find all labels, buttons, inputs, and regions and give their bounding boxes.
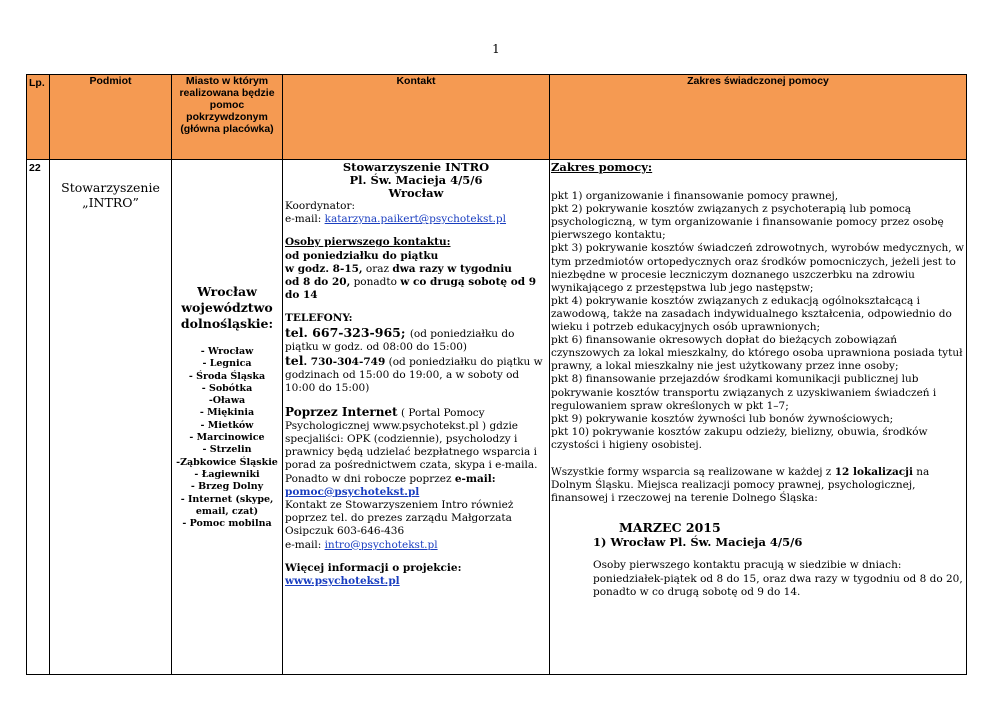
list-item: - Miękinia [199,407,255,419]
list-item: -Oława [208,395,246,407]
podmiot-name-quoted: „INTRO” [82,195,139,210]
list-item: email, czat) [195,505,259,517]
list-item: pkt 2) pokrywanie kosztów związanych z psychoterapią lub pomocą psychologiczną, w tym organizowanie i finansowanie pomocy przez osobę pierwszego kontaktu; [551,203,944,242]
kontakt-text: Kontakt ze Stowarzyszeniem Intro również poprzez tel. do prezes zarządu Małgorzata Osipczuk 603-646-436 [285,499,514,538]
locations-list [172,346,282,530]
email-label: e-mail: [285,213,325,226]
table-row [27,160,967,675]
zakres-cell [550,160,967,675]
kontakt-cell: Stowarzyszenie INTRO Pl. Św. Macieja 4/5/6 Wrocław Koordynator: e-mail: katarzyna.paikert@psychotekst.pl Osoby pierwszego kontaktu: od poniedziałku do piątku w godz. 8-15, oraz dwa razy w tygodniu od 8 do 20, ponadto w co drugą sobotę od 9 do 14 TELEFONY: tel. 667-323-965; (od poniedziałku do piątku w godz. od 08:00 do 15:00) tel. 730-304-749 (od poniedziałku do piątku w godzinach od 15:00 do 19:00, a w soboty od 10:00 do 15:00) Poprzez Internet ( Portal Pomocy Psychologicznej www.psychotekst.pl ) gdzie specjaliści: OPK (codziennie), psycholodzy i prawnicy będą udzielać bezpłatnego wsparcia i porad za pośrednictwem czata, skypa i e-maila. Ponadto w dni robocze poprzez e-mail: pomoc@psychotekst.pl Kontakt ze Stowarzyszeniem Intro również poprzez tel. do prezes zarządu Małgorzata Osipczuk 603-646-436 e-mail: intro@psychotekst.pl Więcej informacji o projekcie: www.psychotekst.pl [283,160,550,675]
miasto-main: Wrocław [197,284,257,299]
osoby-text: Osoby pierwszego kontaktu pracują w siedzibie w dniach: poniedziałek-piątek od 8 do 15, oraz dwa razy w tygodniu od 8 do 20, ponadto w co drugą sobotę od 9 do 14. [593,559,963,598]
org-address: Pl. Św. Macieja 4/5/6 [349,173,483,187]
list-item: pkt 4) pokrywanie kosztów związanych z edukacją ogólnokształcącą i zawodową, także na zasadach indywidualnego kształcenia, odpowiednio do wieku i potrzeb edukacyjnych osób uprawnionych; [551,294,952,334]
list-item: pkt 9) pokrywanie kosztów żywności lub bonów żywnościowych; [551,412,894,425]
list-item: - Środa Śląska [188,370,266,382]
list-item: -Ząbkowice Śląskie [176,456,278,468]
more-info-label: Więcej informacji o projekcie: [285,561,462,574]
miasto-region: województwo [181,300,273,315]
header-podmiot: Podmiot [50,75,172,160]
coordinator-email-link[interactable]: katarzyna.paikert@psychotekst.pl [324,213,507,226]
providers-table [26,74,967,675]
list-item: - Marcinowice [189,432,265,444]
table-header-row [27,75,967,160]
osoby-days: od poniedziałku do piątku [285,249,439,262]
website-link[interactable]: www.psychotekst.pl [285,575,400,588]
zakres-title: Zakres pomocy: [551,160,653,174]
header-miasto: Miasto w którym realizowana będzie pomoc pokrzywdzonym (główna placówka) [172,75,283,160]
help-email-link[interactable]: pomoc@psychotekst.pl [285,485,420,498]
list-item: - Pomoc mobilna [182,518,272,530]
header-zakres: Zakres świadczonej pomocy [550,75,967,160]
header-kontakt: Kontakt [283,75,550,160]
podmiot-cell [50,160,172,675]
org-name: Stowarzyszenie INTRO [342,160,490,174]
org-city: Wrocław [388,186,444,200]
miasto-cell [172,160,283,675]
list-item: pkt 6) finansowanie okresowych dopłat do bieżących zobowiązań czynszowych za lokal mieszkalny, do którego osoba uprawniona posiada tytuł prawny, a lokal mieszkalny nie jest użytkowany przez inne osoby; [551,334,963,373]
koordynator-label: Koordynator: [285,200,355,212]
list-item: pkt 3) pokrywanie kosztów świadczeń zdrowotnych, wyrobów medycznych, w tym przedmiotów ortopedycznych oraz środków pomocniczych, jeżeli jest to niezbędne w procesie leczniczym doznanego uszczerbku na zdrowiu wynikającego z przestępstwa lub jego następstw; [551,242,964,294]
header-lp: Lp. [27,75,50,160]
month-heading: MARZEC 2015 [619,520,721,536]
list-item: - Strzelin [202,444,252,456]
list-item: - Legnica [202,358,252,370]
intro-email-link[interactable]: intro@psychotekst.pl [324,538,438,551]
list-item: - Mietków [200,419,254,431]
osoby-header: Osoby pierwszego kontaktu: [285,236,451,249]
row-lp: 22 [27,160,50,675]
list-item: pkt 1) organizowanie i finansowanie pomocy prawnej, [551,190,839,203]
miasto-region-name: dolnośląskie: [180,316,274,331]
internet-label: Poprzez Internet [285,404,398,419]
phone-2: . 730-304-749 [303,356,386,369]
list-item: pkt 8) finansowanie przejazdów środkami komunikacji publicznej lub pokrywanie kosztów transportu związanych z uzyskiwaniem świadczeń i regulowaniem spraw określonych w pkt 1–7; [551,373,937,412]
list-item: - Internet (skype, [180,493,274,505]
phone-1: tel. 667-323-965; [285,324,410,340]
list-item: - Wrocław [200,346,254,357]
summary-text: Wszystkie formy wsparcia są realizowane w każdej z 12 lokalizacji na Dolnym Śląsku. Miejsca realizacji pomocy prawnej, psychologicznej, finansowej i rzeczowej na terenie Dolnego Śląska: [551,465,930,505]
list-item: - Brzeg Dolny [190,481,264,493]
list-item: - Sobótka [201,382,253,394]
podmiot-name: Stowarzyszenie [61,180,160,195]
list-item: - Łagiewniki [194,468,260,480]
page-number: 1 [492,42,500,56]
telefony-label: TELEFONY: [285,312,353,325]
list-item: pkt 10) pokrywanie kosztów zakupu odzieży, bielizny, obuwia, środków czystości i higieny osobistej. [551,425,928,451]
location-heading: 1) Wrocław Pl. Św. Macieja 4/5/6 [593,535,803,550]
